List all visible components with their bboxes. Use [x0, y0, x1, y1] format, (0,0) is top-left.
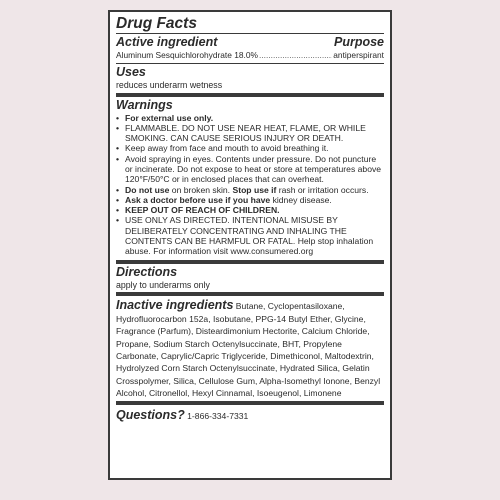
questions-section: [116, 405, 384, 423]
drug-facts-panel: [108, 10, 392, 480]
questions-heading: Questions?: [116, 408, 185, 423]
questions-phone: 1-866-334-7331: [187, 411, 249, 422]
directions-section: [116, 264, 384, 297]
directions-heading: Directions: [116, 264, 178, 279]
warning-item: • For external use only.: [116, 113, 384, 123]
inactive-ingredients-heading: Inactive ingredients: [116, 298, 234, 313]
stop-use-text: rash or irritation occurs.: [276, 184, 369, 195]
leader-dots: [259, 50, 332, 61]
warning-item: • FLAMMABLE. DO NOT USE NEAR HEAT, FLAME, OR WHILE SMOKING. CAN CAUSE SERIOUS INJURY OR DEATH.: [116, 123, 384, 144]
do-not-use-label: Do not use: [125, 184, 170, 195]
stop-use-label: Stop use if: [232, 184, 277, 195]
warnings-heading: Warnings: [116, 97, 173, 112]
drug-facts-title: Drug Facts: [116, 15, 197, 32]
warnings-section: [116, 97, 384, 264]
warning-item: • USE ONLY AS DIRECTED. INTENTIONAL MISUSE BY DELIBERATELY CONCENTRATING AND INHALING THE CONTENTS CAN BE HARMFUL OR FATAL. Help stop inhalation abuse. For information visit www.consumered.org: [116, 215, 384, 256]
active-ingredient-text: Aluminum Sesquichlorohydrate 18.0%: [116, 50, 258, 60]
warning-item: • Keep away from face and mouth to avoid breathing it.: [116, 143, 384, 153]
warnings-list: [116, 113, 384, 257]
inactive-ingredients-text: Butane, Cyclopentasiloxane, Hydrofluorocarbon 152a, Isobutane, PPG-14 Butyl Ether, Glycine, Fragrance (Parfum), Disteardimonium Hectorite, Calcium Chloride, Propane, Sodium Starch Octenylsuccinate, BHT, Propylene Carbonate, Caprylic/Capric Triglyceride, Dimethiconol, Maltodextrin, Hydrolyzed Corn Starch Octenylsuccinate, Hydrated Silica, Gelatin Crosspolymer, Silica, Cellulose Gum, Alpha-Isomethyl Ionone, Benzyl Alcohol, Citronellol, Hexyl Cinnamal, Isoeugenol, Limonene: [116, 301, 381, 398]
title-section: [116, 13, 384, 34]
uses-text: reduces underarm wetness: [116, 80, 223, 90]
uses-section: [116, 64, 384, 97]
warning-item: • KEEP OUT OF REACH OF CHILDREN.: [116, 205, 384, 215]
do-not-use-text: on broken skin.: [169, 184, 233, 195]
active-ingredient-heading: Active ingredient: [116, 35, 218, 49]
purpose-text: antiperspirant: [333, 50, 384, 60]
warning-item: [116, 195, 384, 205]
ask-doctor-text: kidney disease.: [270, 194, 332, 205]
ask-doctor-label: Ask a doctor before use if you have: [125, 194, 271, 205]
directions-text: apply to underarms only: [116, 279, 210, 290]
purpose-heading: Purpose: [333, 35, 384, 49]
warning-item: [116, 185, 384, 195]
warning-item: • Avoid spraying in eyes. Contents under pressure. Do not puncture or incinerate. Do not expose to heat or store at temperatures above 120°F/50°C or in enclosed places that can overheat.: [116, 154, 384, 185]
uses-heading: Uses: [116, 65, 146, 79]
inactive-ingredients-section: [116, 296, 384, 405]
active-ingredient-section: [116, 34, 384, 64]
